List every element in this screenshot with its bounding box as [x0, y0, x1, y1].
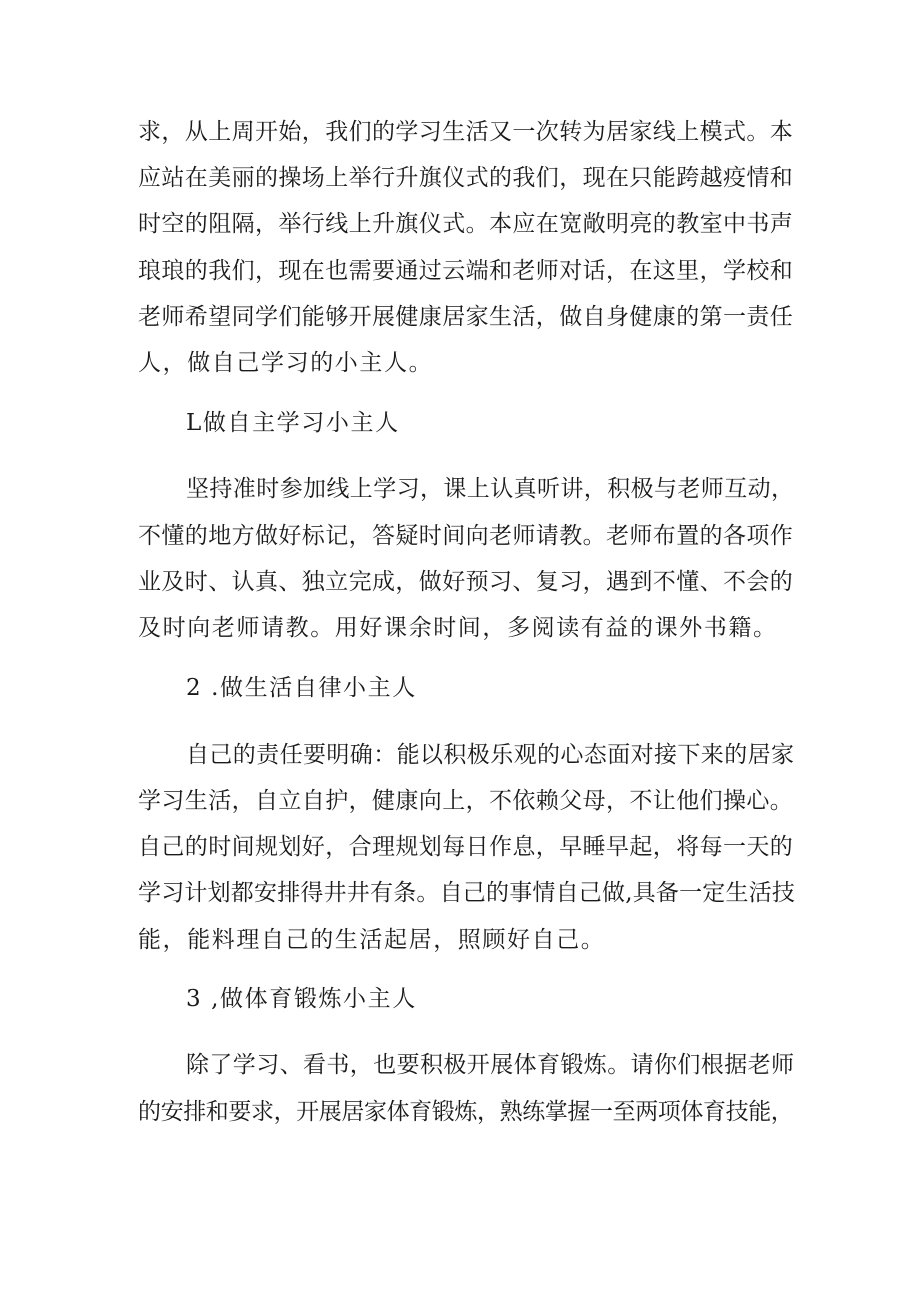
paragraph-line: 坚持准时参加线上学习，课上认真听讲，积极与老师互动， [186, 476, 795, 502]
paragraph-line: 时空的阻隔，举行线上升旗仪式。本应在宽敞明亮的教室中书声 [138, 211, 794, 237]
paragraph-line: 琅琅的我们，现在也需要通过云端和老师对话，在这里，学校和 [138, 258, 794, 284]
paragraph-line: 自己的责任要明确：能以积极乐观的心态面对接下来的居家 [186, 742, 795, 768]
paragraph-line: 人，做自己学习的小主人。 [138, 350, 434, 376]
paragraph-line: 业及时、认真、独立完成，做好预习、复习，遇到不懂、不会的 [138, 569, 794, 595]
paragraph-line: 老师希望同学们能够开展健康居家生活，做自身健康的第一责任 [138, 304, 794, 330]
paragraph-line: 除了学习、看书，也要积极开展体育锻炼。请你们根据老师 [186, 1052, 795, 1078]
section-heading-1: L做自主学习小主人 [186, 410, 400, 436]
paragraph-line: 的安排和要求，开展居家体育锻炼，熟练掌握一至两项体育技能， [138, 1099, 794, 1125]
paragraph-line: 学习计划都安排得井井有条。自己的事情自己做,具备一定生活技 [138, 880, 796, 906]
paragraph-line: 学习生活，自立自护，健康向上，不依赖父母，不让他们操心。 [138, 788, 794, 814]
section-heading-3: 3 ,做体育锻炼小主人 [186, 986, 417, 1012]
paragraph-line: 自己的时间规划好，合理规划每日作息，早睡早起，将每一天的 [138, 834, 794, 860]
paragraph-line: 不懂的地方做好标记，答疑时间向老师请教。老师布置的各项作 [138, 523, 794, 549]
paragraph-line: 应站在美丽的操场上举行升旗仪式的我们，现在只能跨越疫情和 [138, 165, 794, 191]
section-heading-2: 2 .做生活自律小主人 [186, 675, 417, 701]
paragraph-line: 及时向老师请教。用好课余时间，多阅读有益的课外书籍。 [138, 615, 778, 641]
paragraph-line: 求，从上周开始，我们的学习生活又一次转为居家线上模式。本 [138, 119, 794, 145]
paragraph-line: 能，能料理自己的生活起居，照顾好自己。 [138, 927, 606, 953]
